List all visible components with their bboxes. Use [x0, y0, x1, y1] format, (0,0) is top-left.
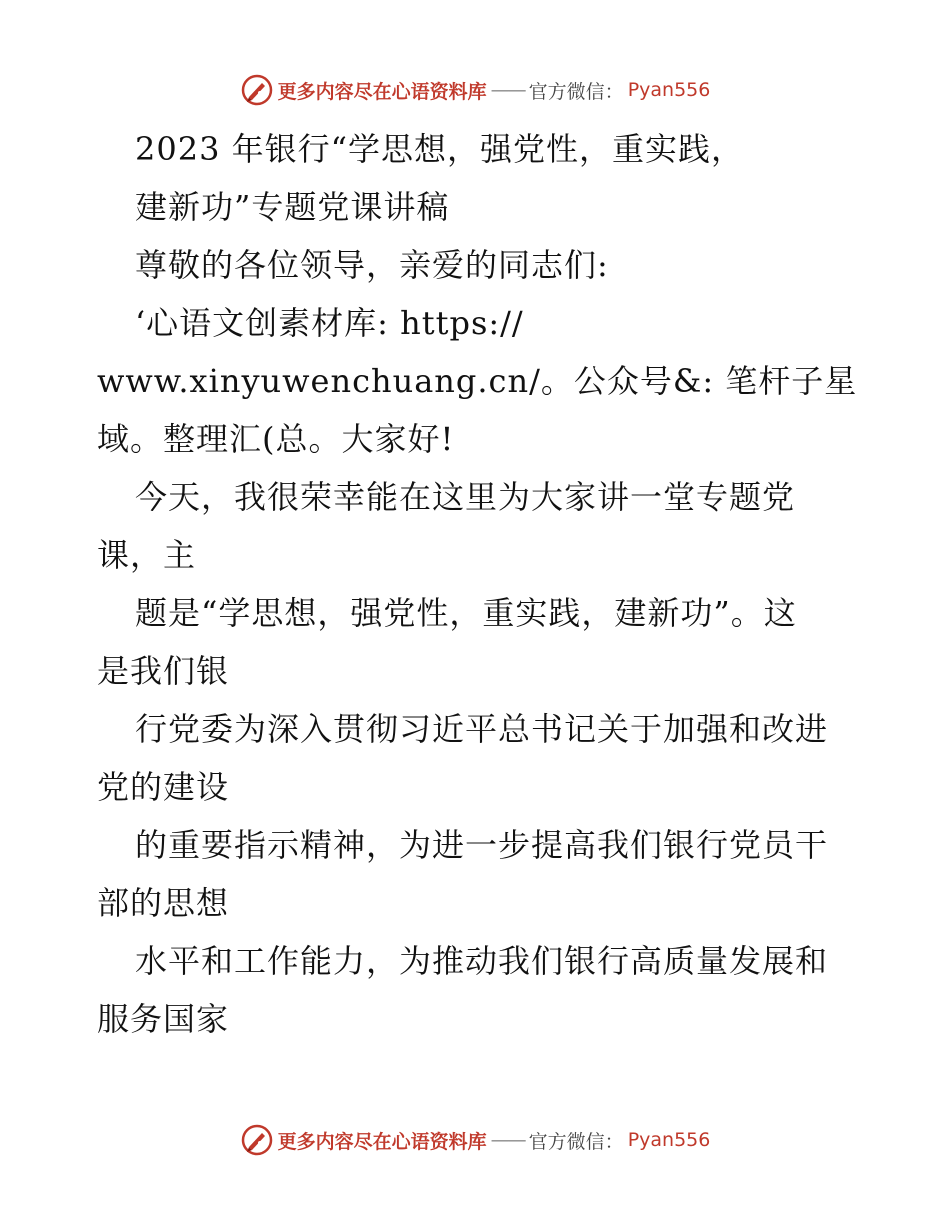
text-line: ‘心语文创素材库: https:// [135, 304, 524, 342]
text-line: 今天，我很荣幸能在这里为大家讲一堂专题党 [135, 478, 796, 516]
banner-main-text: 更多内容尽在心语资料库 [277, 80, 487, 103]
banner-wechat-id: Pyan556 [627, 79, 711, 101]
banner-wechat-id: Pyan556 [627, 1129, 711, 1151]
text-line: 尊敬的各位领导，亲爱的同志们: [135, 246, 609, 284]
text-line: 2023 年银行“学思想，强党性，重实践， [135, 130, 744, 168]
banner-wechat-label: 官方微信： [528, 80, 624, 103]
banner-main-text: 更多内容尽在心语资料库 [277, 1130, 487, 1153]
banner-dash: —— [490, 79, 525, 101]
text-line: 行党委为深入贯彻习近平总书记关于加强和改进 [135, 710, 829, 748]
text-line: 部的思想 [97, 884, 230, 922]
banner-dash: —— [490, 1129, 525, 1151]
document-body [97, 120, 877, 1048]
text-line: 党的建设 [97, 768, 230, 806]
banner-wechat-label: 官方微信： [528, 1130, 624, 1153]
text-line: 课，主 [97, 536, 197, 574]
text-line: 题是“学思想，强党性，重实践，建新功”。这 [135, 594, 797, 632]
text-line: 的重要指示精神，为进一步提高我们银行党员干 [135, 826, 829, 864]
footer-watermark-banner [0, 1120, 950, 1160]
pen-logo-icon [240, 1123, 274, 1157]
text-line: 域。整理汇(总。大家好! [97, 420, 455, 458]
text-line: 水平和工作能力，为推动我们银行高质量发展和 [135, 942, 829, 980]
text-line: 建新功”专题党课讲稿 [135, 188, 450, 226]
text-line: www.xinyuwenchuang.cn/。公众号&: 笔杆子星 [97, 362, 858, 400]
header-watermark-banner [0, 70, 950, 110]
text-line: 服务国家 [97, 1000, 230, 1038]
text-line: 是我们银 [97, 652, 230, 690]
pen-logo-icon [240, 73, 274, 107]
